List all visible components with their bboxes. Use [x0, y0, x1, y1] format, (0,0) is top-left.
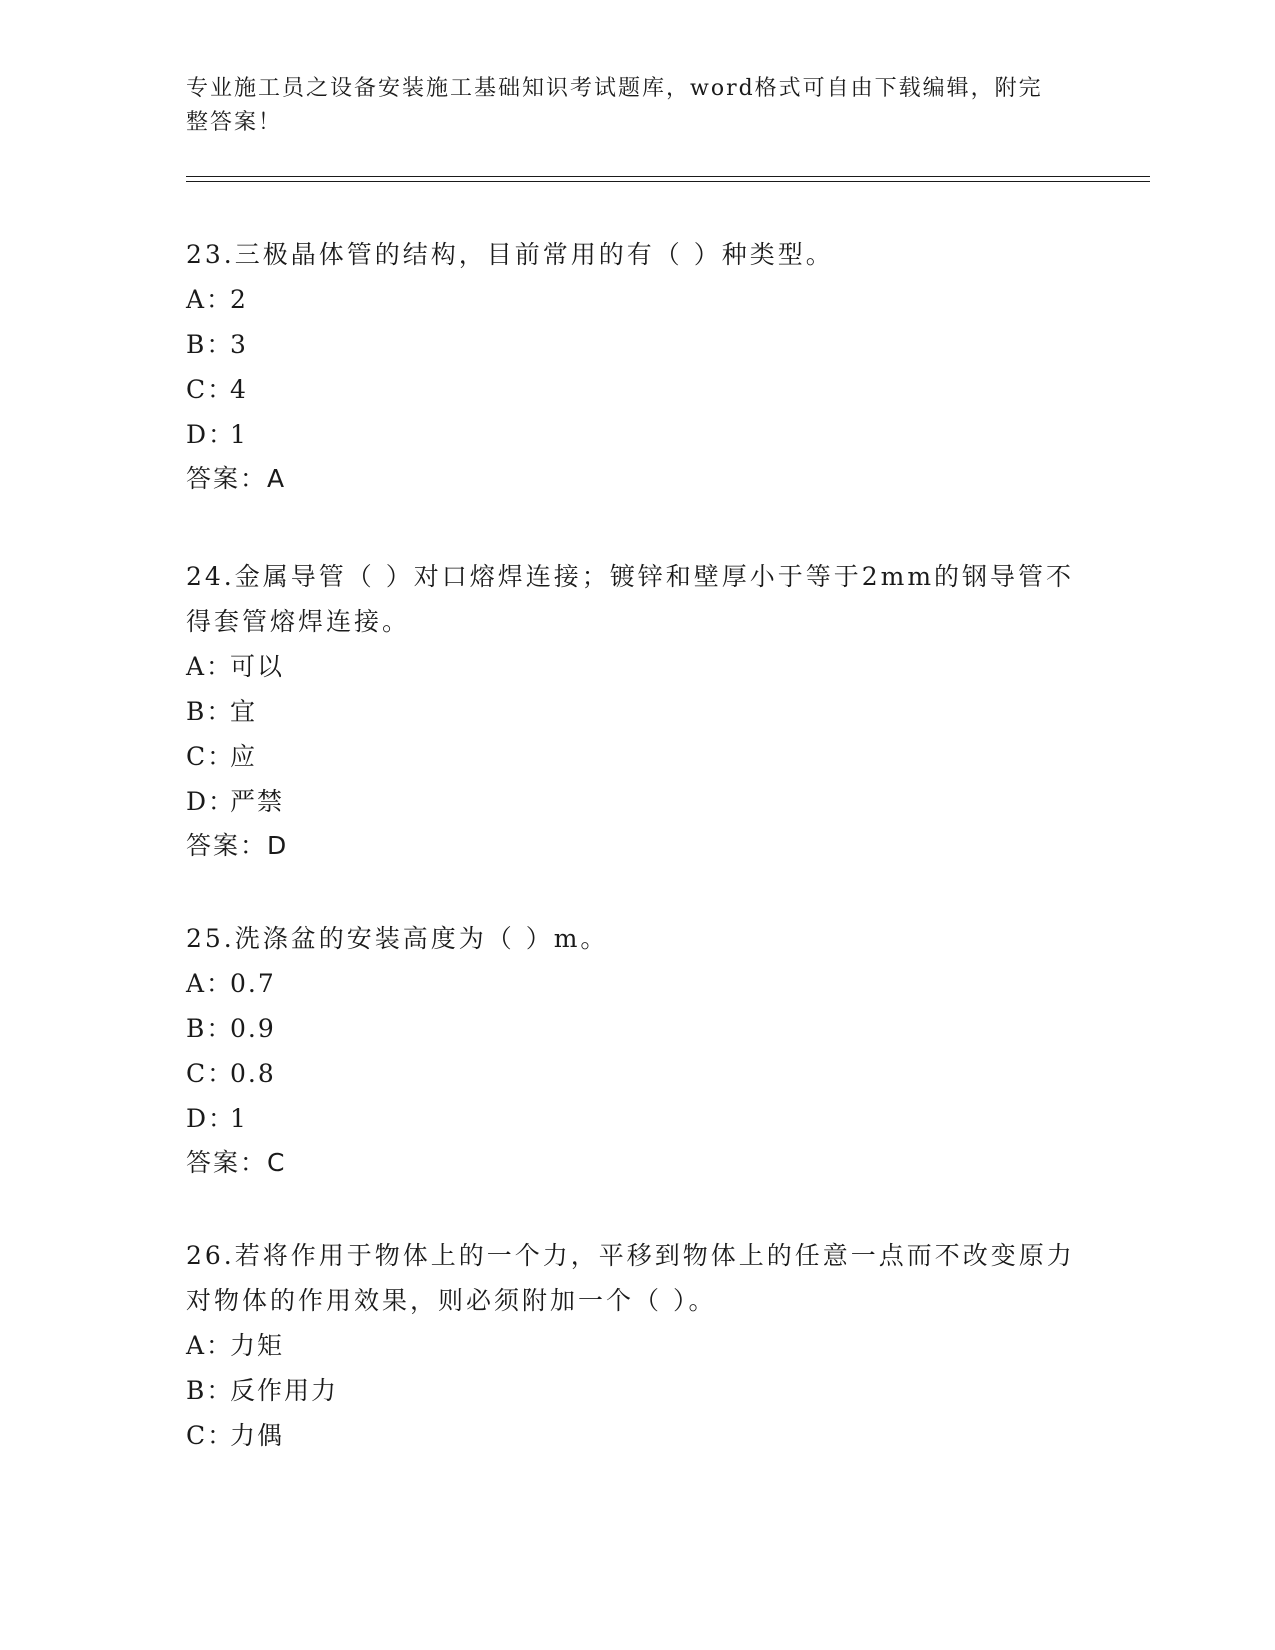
question-stem: 25.洗涤盆的安装高度为（ ）m。	[186, 924, 609, 953]
option-text: 2	[230, 285, 248, 314]
option-key: B：	[186, 330, 234, 359]
option-text: 0.9	[230, 1014, 276, 1043]
option-a	[186, 1323, 1086, 1368]
question-stem: 26.若将作用于物体上的一个力，平移到物体上的任意一点而不改变原力对物体的作用效果，则必须附加一个（ ）。	[186, 1241, 1075, 1315]
option-text: 0.7	[230, 969, 276, 998]
document-header: 专业施工员之设备安装施工基础知识考试题库，word格式可自由下载编辑，附完整答案！	[186, 76, 1043, 135]
option-key: C：	[186, 742, 235, 771]
option-text: 1	[230, 420, 248, 449]
question-24	[186, 554, 1086, 868]
option-key: C：	[186, 375, 235, 404]
option-text: 宜	[230, 697, 258, 726]
option-text: 严禁	[230, 787, 285, 816]
option-b	[186, 322, 1086, 367]
option-b	[186, 1006, 1086, 1051]
option-a	[186, 961, 1086, 1006]
question-23	[186, 232, 1086, 501]
option-text: 3	[230, 330, 248, 359]
option-b	[186, 689, 1086, 734]
option-key: A：	[186, 1331, 234, 1360]
option-c	[186, 734, 1086, 779]
question-stem: 24.金属导管（ ）对口熔焊连接；镀锌和壁厚小于等于2mm的钢导管不得套管熔焊连接。	[186, 562, 1075, 636]
option-key: C：	[186, 1059, 235, 1088]
option-c	[186, 367, 1086, 412]
option-text: 1	[230, 1104, 248, 1133]
option-text: 应	[230, 742, 258, 771]
option-key: A：	[186, 285, 234, 314]
option-d	[186, 779, 1086, 824]
option-d	[186, 412, 1086, 457]
option-key: B：	[186, 697, 234, 726]
header-divider-bottom	[186, 181, 1150, 182]
question-25	[186, 916, 1086, 1185]
option-key: D：	[186, 420, 236, 449]
option-a	[186, 277, 1086, 322]
question-stem: 23.三极晶体管的结构，目前常用的有（ ）种类型。	[186, 240, 834, 269]
option-key: A：	[186, 969, 234, 998]
header-divider-top	[186, 176, 1150, 177]
option-key: B：	[186, 1014, 234, 1043]
option-b	[186, 1368, 1086, 1413]
option-key: D：	[186, 787, 236, 816]
option-text: 0.8	[230, 1059, 276, 1088]
option-text: 4	[230, 375, 248, 404]
option-key: C：	[186, 1421, 235, 1450]
option-c	[186, 1413, 1086, 1458]
option-text: 力矩	[230, 1331, 285, 1360]
answer-line: 答案：A	[186, 464, 287, 493]
option-d	[186, 1096, 1086, 1141]
option-text: 力偶	[230, 1421, 285, 1450]
option-text: 反作用力	[230, 1376, 339, 1405]
option-key: B：	[186, 1376, 234, 1405]
option-text: 可以	[230, 652, 285, 681]
answer-line: 答案：C	[186, 1148, 287, 1177]
option-a	[186, 644, 1086, 689]
option-key: D：	[186, 1104, 236, 1133]
option-key: A：	[186, 652, 234, 681]
option-c	[186, 1051, 1086, 1096]
answer-line: 答案：D	[186, 831, 289, 860]
question-26	[186, 1233, 1086, 1458]
